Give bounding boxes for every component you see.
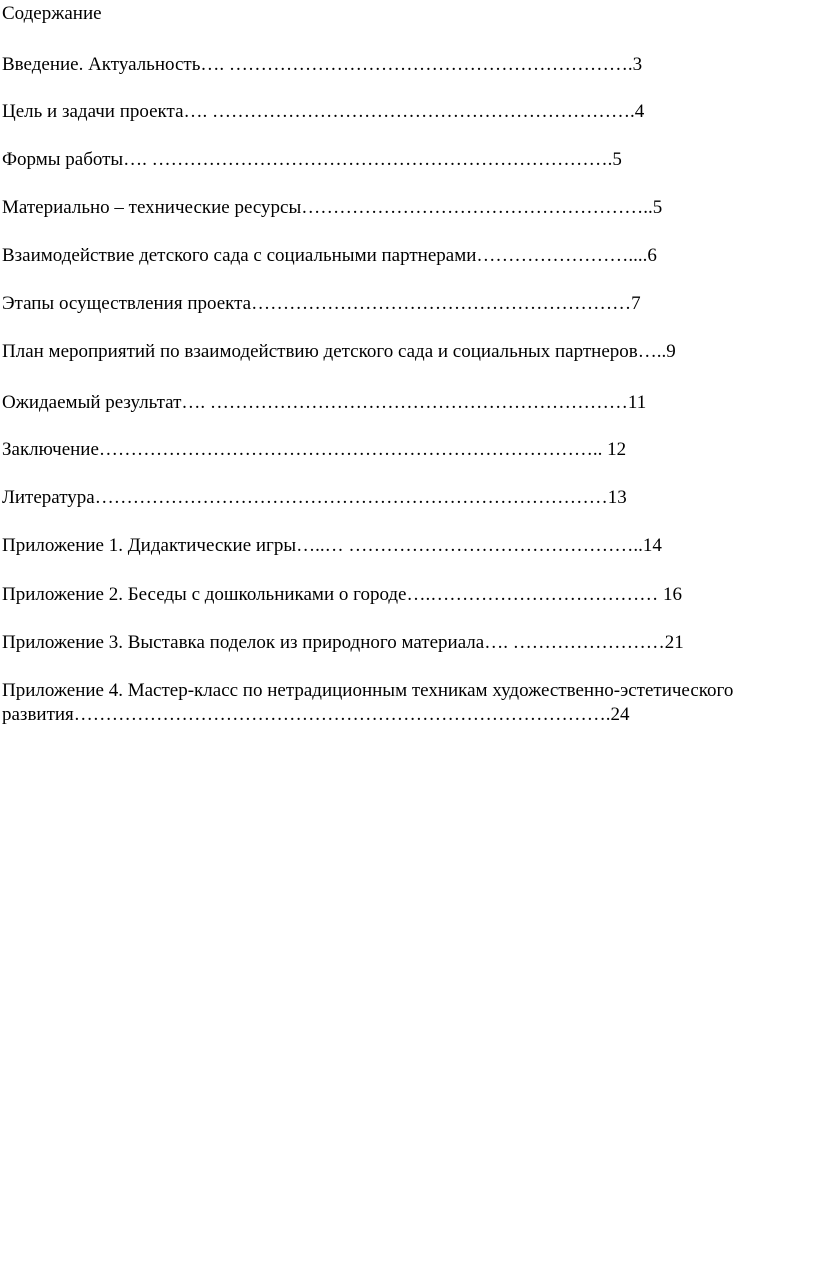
toc-title: Содержание (2, 3, 102, 24)
toc-entry-appendix-4-line1: Приложение 4. Мастер-класс по нетрадиционным техникам художественно-эстетического (2, 680, 734, 701)
toc-entry-appendix-1: Приложение 1. Дидактические игры…..… ………………………………………..14 (2, 535, 662, 556)
toc-entry-appendix-2: Приложение 2. Беседы с дошкольниками о городе….……………………………… 16 (2, 584, 682, 605)
toc-entry-work-forms: Формы работы…. ……………………………………………………………….5 (2, 149, 622, 170)
toc-entry-partners: Взаимодействие детского сада с социальными партнерами……………………....6 (2, 245, 657, 266)
toc-entry-appendix-3: Приложение 3. Выставка поделок из природного материала…. ……………………21 (2, 632, 684, 653)
toc-entry-result: Ожидаемый результат…. …………………………………………………………11 (2, 392, 647, 413)
toc-entry-resources: Материально – технические ресурсы………………………………………………..5 (2, 197, 663, 218)
toc-entry-conclusion: Заключение…………………………………………………………………….. 12 (2, 439, 627, 460)
toc-entry-plan: План мероприятий по взаимодействию детского сада и социальных партнеров…..9 (2, 341, 676, 362)
toc-entry-goals: Цель и задачи проекта…. ………………………………………………………….4 (2, 101, 645, 122)
toc-entry-appendix-4-line2: развития………………………………………………………………………….24 (2, 704, 630, 725)
toc-entry-stages: Этапы осуществления проекта……………………………………………………7 (2, 293, 641, 314)
toc-entry-literature: Литература………………………………………………………………………13 (2, 487, 627, 508)
toc-entry-introduction: Введение. Актуальность…. ……………………………………………………….3 (2, 54, 643, 75)
